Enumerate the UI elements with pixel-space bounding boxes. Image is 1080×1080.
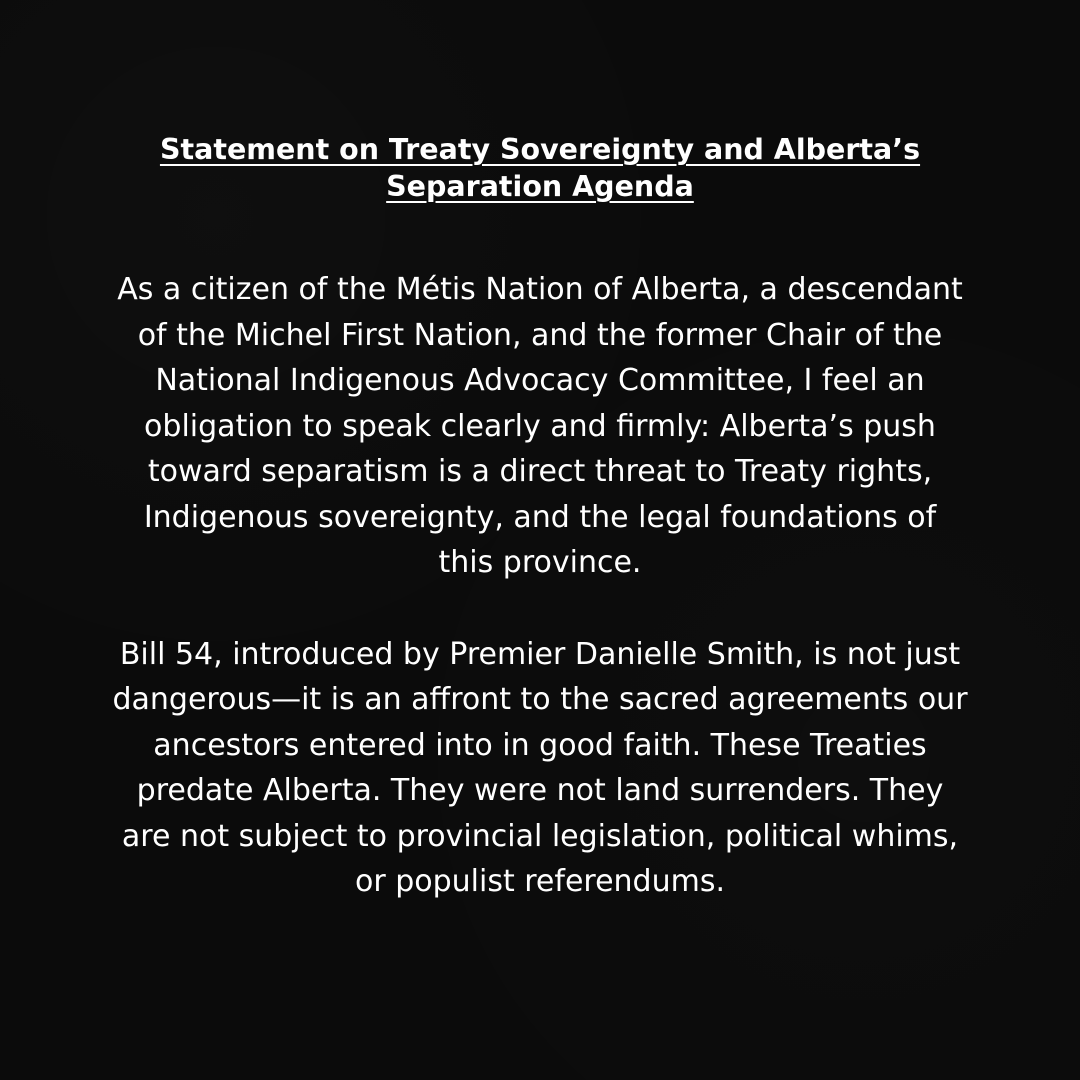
text-line: National Indigenous Advocacy Committee, I feel an — [155, 363, 925, 398]
text-line: this province. — [438, 545, 642, 580]
text-line: toward separatism is a direct threat to Treaty rights, — [147, 454, 933, 489]
text-line: As a citizen of the Métis Nation of Alberta, a descendant — [117, 272, 963, 307]
statement-title-line: Statement on Treaty Sovereignty and Alberta’s — [159, 133, 921, 166]
statement-title — [70, 131, 1010, 205]
text-line: of the Michel First Nation, and the former Chair of the — [137, 317, 943, 353]
paragraph-citizenship — [70, 267, 1010, 586]
paragraph-bill-54 — [70, 632, 1010, 905]
text-line: obligation to speak clearly and firmly: Alberta’s push — [144, 408, 936, 444]
statement-title-line: Separation Agenda — [386, 170, 694, 203]
text-line: Bill 54, introduced by Premier Danielle Smith, is not just — [119, 636, 961, 672]
text-line: dangerous—it is an affront to the sacred agreements our — [112, 682, 968, 717]
text-line: ancestors entered into in good faith. These Treaties — [153, 727, 927, 763]
text-line: are not subject to provincial legislation, political whims, — [121, 818, 959, 854]
text-line: predate Alberta. They were not land surrenders. They — [136, 773, 944, 808]
text-line: Indigenous sovereignty, and the legal foundations of — [143, 499, 937, 535]
statement-body — [70, 131, 1010, 905]
text-line: or populist referendums. — [354, 864, 726, 899]
